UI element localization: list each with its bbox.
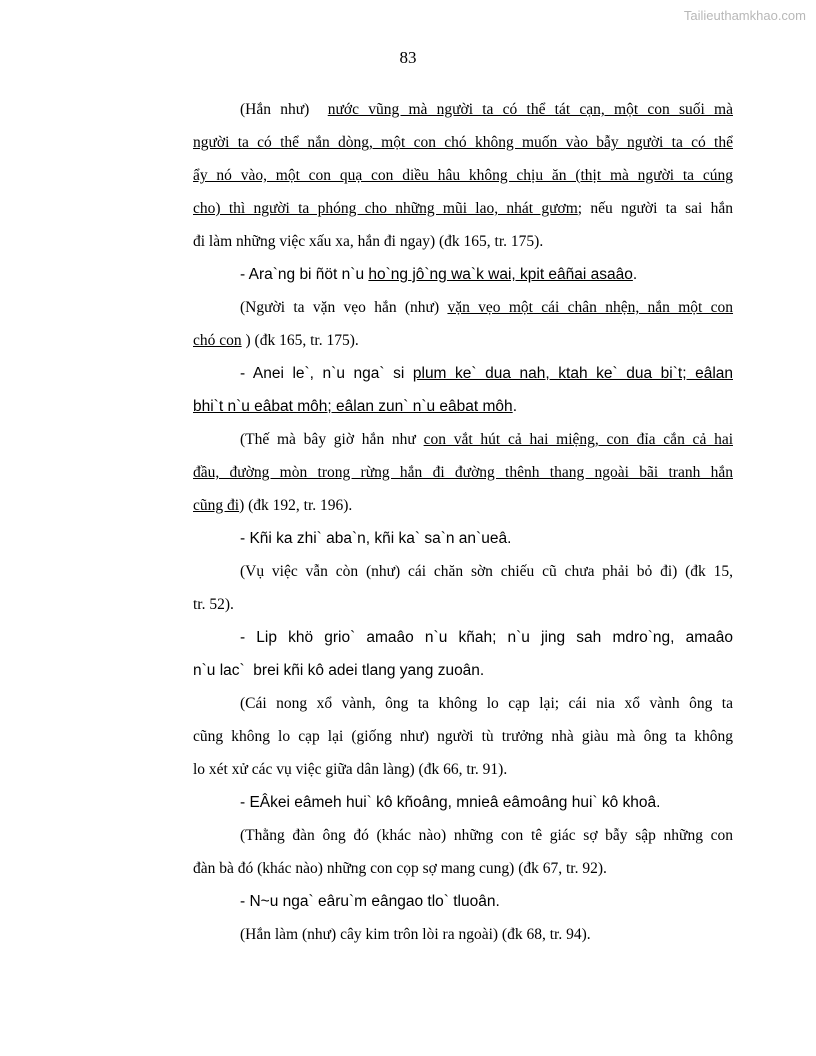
text-line — [193, 357, 733, 390]
paragraph-10 — [193, 786, 733, 819]
underlined-text: chó con — [193, 332, 242, 349]
underlined-text: bhi`t n`u eâbat môh; eâlan zun` n`u eâbat môh — [193, 398, 513, 415]
text-line: (Vụ việc vẫn còn (như) cái chăn sờn chiếu cũ chưa phải bỏ đi) (đk 15, — [240, 563, 733, 580]
text-line — [193, 258, 733, 291]
text-line: n`u lac` brei kñi kô adei tlang yang zuoân. — [193, 662, 485, 679]
underlined-text: vặn vẹo một cái chân nhện, nắn một con — [447, 299, 734, 316]
text-line: - EÂkei eâmeh hui` kô kñoâng, mnieâ eâmoâng hui` kô khoâ. — [240, 794, 661, 811]
text-line: - Lip khö grio` amaâo n`u kñah; n`u jing sah mdro`ng, amaâo — [240, 629, 733, 646]
underlined-text: plum ke` dua nah, ktah ke` dua bi`t; eâlan — [412, 365, 733, 382]
underlined-text: đầu, đường mòn trong rừng hắn đi đường thênh thang ngoài bãi tranh hắn — [193, 464, 733, 481]
text-line: - Kñi ka zhi` aba`n, kñi ka` sa`n an`ueâ. — [240, 530, 512, 547]
text-span: ) (đk 165, tr. 175). — [241, 332, 359, 349]
paragraph-8 — [193, 621, 733, 687]
paragraph-11 — [193, 819, 733, 885]
paragraph-4 — [193, 357, 733, 423]
page-number: 83 — [399, 48, 417, 67]
underlined-text: nước vũng mà người ta có thể tát cạn, một con suối mà — [327, 101, 733, 118]
text-line — [193, 324, 733, 357]
underlined-text: ho`ng jô`ng wa`k wai, kpit eâñai asaâo — [368, 266, 633, 283]
text-line — [193, 192, 733, 225]
underlined-text: người ta có thể nắn dòng, một con chó không muốn vào bẫy người ta có thể — [193, 134, 733, 151]
text-line — [193, 93, 733, 126]
text-line: đi làm những việc xấu xa, hắn đi ngay) (đk 165, tr. 175). — [193, 233, 544, 250]
watermark: Tailieuthamkhao.com — [683, 8, 806, 23]
text-span: . — [632, 266, 638, 283]
text-line — [193, 291, 733, 324]
paragraph-3 — [193, 291, 733, 357]
paragraph-5 — [193, 423, 733, 522]
underlined-text: ẩy nó vào, một con quạ con diều hâu không chịu ăn (thịt mà người ta cúng — [193, 167, 733, 184]
text-span: . — [512, 398, 517, 415]
text-line: lo xét xử các vụ việc giữa dân làng) (đk 66, tr. 91). — [193, 761, 508, 778]
paragraph-2 — [193, 258, 733, 291]
text-line — [193, 423, 733, 456]
paragraph-6 — [193, 522, 733, 555]
text-span: (Hắn như) — [240, 101, 328, 118]
text-line — [193, 390, 733, 423]
text-line: tr. 52). — [193, 596, 234, 613]
text-line — [193, 489, 733, 522]
paragraph-1 — [193, 93, 733, 258]
text-line: (Thằng đàn ông đó (khác nào) những con tê giác sợ bẫy sập những con — [240, 827, 733, 844]
text-line: - N~u nga` eâru`m eângao tlo` tluoân. — [240, 893, 500, 910]
paragraph-9 — [193, 687, 733, 786]
text-span: (Người ta vặn vẹo hắn (như) — [240, 299, 448, 316]
text-span: (Thế mà bây giờ hắn như — [240, 431, 424, 448]
text-span: ) (đk 192, tr. 196). — [239, 497, 353, 514]
paragraph-12 — [193, 885, 733, 918]
text-line: (Cái nong xổ vành, ông ta không lo cạp lại; cái nia xổ vành ông ta — [240, 695, 733, 712]
text-span: - Anei le`, n`u nga` si — [240, 365, 413, 382]
text-line: (Hắn làm (như) cây kim trôn lòi ra ngoài) (đk 68, tr. 94). — [240, 926, 591, 943]
text-line: cũng không lo cạp lại (giống như) người tù trưởng nhà giàu mà ông ta không — [193, 728, 733, 745]
paragraph-13 — [193, 918, 733, 951]
document-body — [193, 93, 733, 951]
underlined-text: cho) thì người ta phóng cho những mũi lao, nhát gươm — [193, 200, 578, 217]
text-span: ; nếu người ta sai hắn — [577, 200, 733, 217]
text-line: đàn bà đó (khác nào) những con cọp sợ mang cung) (đk 67, tr. 92). — [193, 860, 607, 877]
text-span: - Ara`ng bi ñöt n`u — [240, 266, 369, 283]
paragraph-7 — [193, 555, 733, 621]
underlined-text: cũng đi — [193, 497, 240, 514]
underlined-text: con vắt hút cả hai miệng, con đỉa cắn cả hai — [423, 431, 733, 448]
